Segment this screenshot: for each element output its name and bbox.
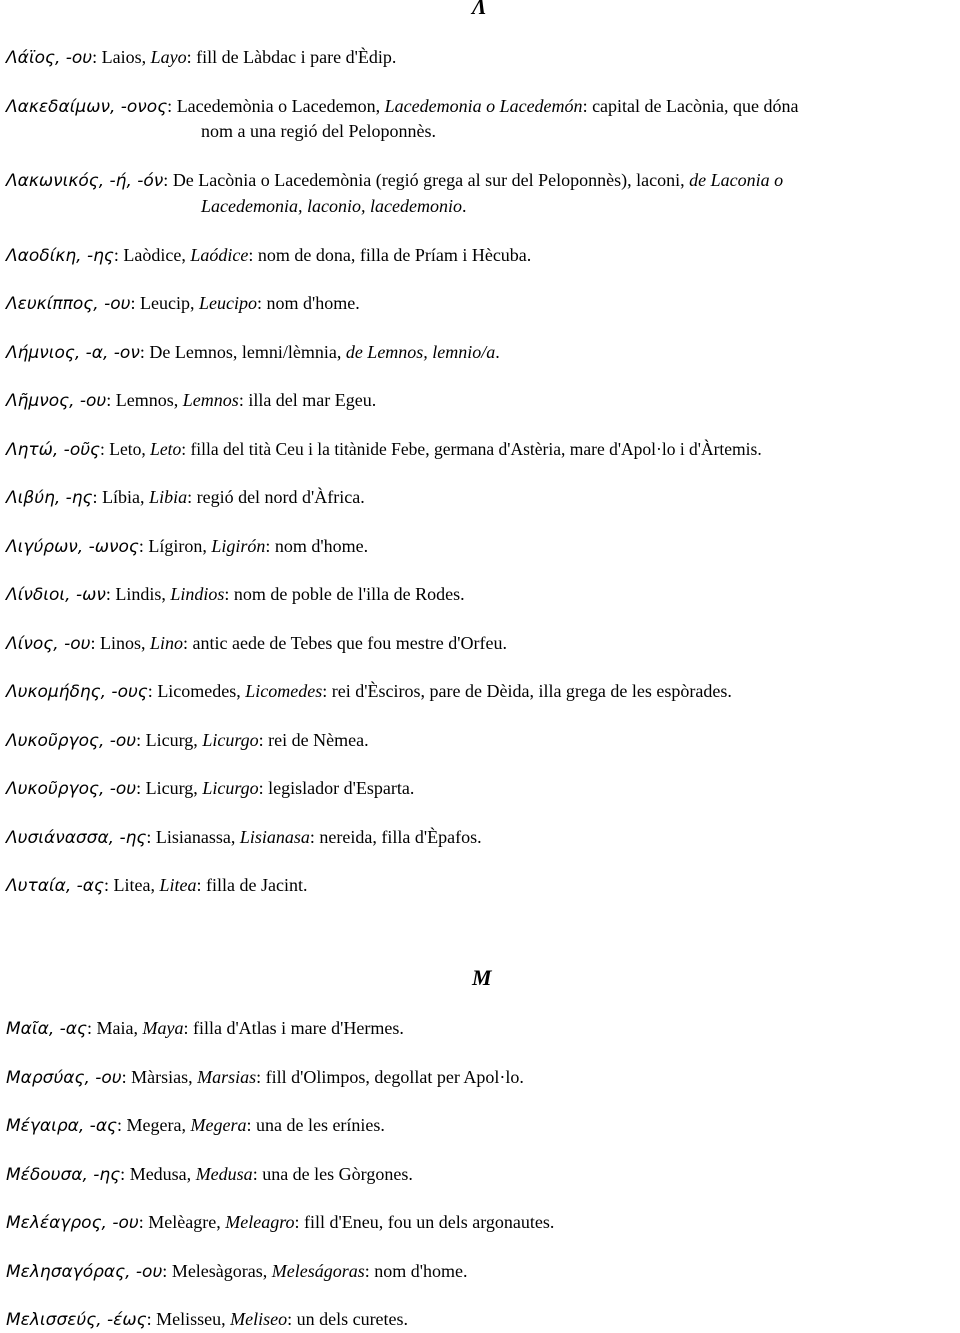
section-letter-m: M <box>472 965 492 990</box>
entry-catalan: Linos, <box>99 633 150 653</box>
entry-catalan: Lemnos, <box>115 390 183 410</box>
entry-lemma: Λαοδίκη, -ης <box>6 246 114 266</box>
entry-lemma: Λυσιάνασσα, -ης <box>6 828 147 848</box>
entry-definition: : fill d'Olimpos, degollat per Apol·lo. <box>256 1067 524 1087</box>
entry: Λυταία, -ας: Litea, Litea: filla de Jacint. <box>6 875 308 896</box>
entry-continuation <box>201 193 956 219</box>
entry-spanish: Leucipo <box>198 293 257 313</box>
entry-lemma: Μελισσεύς, -έως <box>6 1310 147 1330</box>
entry-catalan: De Lemnos, lemni/lèmnia, <box>149 342 346 362</box>
entry-lemma: Λήμνιος, -α, -ον <box>6 343 140 363</box>
entry-catalan: Melèagre, <box>148 1212 226 1232</box>
entry-spanish: Maya <box>142 1018 184 1038</box>
entry: Λῆμνος, -ου: Lemnos, Lemnos: illa del mar Egeu. <box>6 390 377 411</box>
entry: Λυκομήδης, -ους: Licomedes, Licomedes: rei d'Èsciros, pare de Dèida, illa grega de les espòrades. <box>6 681 732 702</box>
entry-spanish: Meleagro <box>225 1212 295 1232</box>
entry: Λητώ, -οῦς: Leto, Leto: filla del tità Ceu i la titànide Febe, germana d'Astèria, mare d'Apol·lo i d'Àrtemis. <box>6 439 762 460</box>
entry-lemma: Λυκοῦργος, -ου <box>6 779 137 799</box>
entry-lemma: Λίνδιοι, -ων <box>6 585 106 605</box>
entry-catalan: Melesàgoras, <box>171 1261 272 1281</box>
entry-spanish: Megera <box>190 1115 247 1135</box>
entry: Μαῖα, -ας: Maia, Maya: filla d'Atlas i mare d'Hermes. <box>6 1018 404 1039</box>
entry: Λακωνικός, -ή, -όν: De Lacònia o Lacedemònia (regió grega al sur del Peloponnès), laconi, de Laconia o <box>6 170 784 191</box>
entry-lemma: Μέγαιρα, -ας <box>6 1116 117 1136</box>
entry-lemma: Λίνος, -ου <box>6 634 91 654</box>
entry-catalan: Màrsias, <box>131 1067 198 1087</box>
entry-spanish: Ligirón <box>211 536 266 556</box>
entry-spanish: Lindios <box>170 584 225 604</box>
entry-spanish: Medusa <box>195 1164 253 1184</box>
entry: Μέδουσα, -ης: Medusa, Medusa: una de les Gòrgones. <box>6 1164 413 1185</box>
entry-lemma: Λιγύρων, -ωνος <box>6 537 139 557</box>
entry: Λίνος, -ου: Linos, Lino: antic aede de Tebes que fou mestre d'Orfeu. <box>6 633 508 654</box>
entry: Λυσιάνασσα, -ης: Lisianassa, Lisianasa: nereida, filla d'Èpafos. <box>6 827 482 848</box>
entry-definition: : una de les Gòrgones. <box>252 1164 413 1184</box>
entry: Λυκοῦργος, -ου: Licurg, Licurgo: rei de Nèmea. <box>6 730 369 751</box>
entry-definition: : antic aede de Tebes que fou mestre d'Orfeu. <box>182 633 508 653</box>
entry-definition-cont: nom a una regió del Peloponnès. <box>201 121 436 141</box>
entry-definition: : rei d'Èsciros, pare de Dèida, illa grega de les espòrades. <box>322 681 732 701</box>
entry-lemma: Λακωνικός, -ή, -όν <box>6 171 164 191</box>
entry-spanish: Lacedemonia o Lacedemón <box>384 96 583 116</box>
entry-catalan: Lisianassa, <box>155 827 240 847</box>
entry-catalan: Megera, <box>126 1115 191 1135</box>
entry-definition: : un dels curetes. <box>287 1309 409 1329</box>
entry-definition: : nom d'home. <box>256 293 360 313</box>
entry-definition: : filla de Jacint. <box>196 875 308 895</box>
entry-definition: : una de les erínies. <box>246 1115 385 1135</box>
entry-catalan: Lindis, <box>115 584 171 604</box>
entry-definition: : illa del mar Egeu. <box>238 390 377 410</box>
entry: Λάϊος, -ου: Laios, Layo: fill de Làbdac i pare d'Èdip. <box>6 47 397 68</box>
entry-catalan: Lacedemònia o Lacedemon, <box>176 96 385 116</box>
entry-definition: : capital de Lacònia, que dóna <box>582 96 799 116</box>
entry-spanish: Lisianasa <box>239 827 310 847</box>
entry: Λίνδιοι, -ων: Lindis, Lindios: nom de poble de l'illa de Rodes. <box>6 584 465 605</box>
entry-catalan: Leto, <box>109 439 151 459</box>
entry-catalan: Maia, <box>96 1018 143 1038</box>
entry-lemma: Μαρσύας, -ου <box>6 1068 122 1088</box>
entry-definition: : nom d'home. <box>265 536 369 556</box>
entry-spanish: Lino <box>149 633 183 653</box>
entry: Λυκοῦργος, -ου: Licurg, Licurgo: legislador d'Esparta. <box>6 778 415 799</box>
entry-spanish: Laódice <box>190 245 249 265</box>
entry-definition: : legislador d'Esparta. <box>258 778 415 798</box>
entry-definition-cont: . <box>461 196 467 216</box>
entry-lemma: Μέδουσα, -ης <box>6 1165 121 1185</box>
entry-definition: : filla d'Atlas i mare d'Hermes. <box>183 1018 404 1038</box>
entry-definition: : nereida, filla d'Èpafos. <box>309 827 482 847</box>
entry-lemma: Λιβύη, -ης <box>6 488 93 508</box>
entry-catalan: Litea, <box>113 875 160 895</box>
entry-lemma: Λακεδαίμων, -ονος <box>6 97 168 117</box>
entry-definition: : rei de Nèmea. <box>258 730 369 750</box>
entry: Μελησαγόρας, -ου: Melesàgoras, Meleságoras: nom d'home. <box>6 1261 468 1282</box>
entry-catalan: Licurg, <box>145 778 203 798</box>
entry-lemma: Λῆμνος, -ου <box>6 391 107 411</box>
entry-lemma: Λευκίππος, -ου <box>6 294 131 314</box>
entry-catalan: Lígiron, <box>148 536 212 556</box>
entry-lemma: Λυκομήδης, -ους <box>6 682 148 702</box>
entry-catalan: Laòdice, <box>123 245 191 265</box>
section-letter-lambda: Λ <box>472 0 487 19</box>
entry-definition: : nom d'home. <box>364 1261 468 1281</box>
entry-spanish: Marsias <box>197 1067 257 1087</box>
entry-catalan: Licurg, <box>145 730 203 750</box>
entry-lemma: Λητώ, -οῦς <box>6 440 101 460</box>
entry: Λαοδίκη, -ης: Laòdice, Laódice: nom de dona, filla de Príam i Hècuba. <box>6 245 532 266</box>
entry-definition: : fill d'Eneu, fou un dels argonautes. <box>294 1212 555 1232</box>
entry-definition: : nom de dona, filla de Príam i Hècuba. <box>248 245 532 265</box>
entry-lemma: Μαῖα, -ας <box>6 1019 87 1039</box>
entry-definition: . <box>495 342 500 362</box>
entry: Λακεδαίμων, -ονος: Lacedemònia o Lacedemon, Lacedemonia o Lacedemón: capital de Lacònia, que dóna <box>6 96 799 117</box>
entry: Μέγαιρα, -ας: Megera, Megera: una de les erínies. <box>6 1115 385 1136</box>
entry-lemma: Μελέαγρος, -ου <box>6 1213 139 1233</box>
entry-definition: : regió del nord d'Àfrica. <box>187 487 365 507</box>
entry-definition: : fill de Làbdac i pare d'Èdip. <box>186 47 397 67</box>
entry-catalan: De Lacònia o Lacedemònia (regió grega al sur del Peloponnès), laconi, <box>172 170 690 190</box>
entry-spanish: Meliseo <box>230 1309 288 1329</box>
entry-catalan: Líbia, <box>102 487 150 507</box>
entry: Λιγύρων, -ωνος: Lígiron, Ligirón: nom d'home. <box>6 536 369 557</box>
entry-spanish: Leto <box>150 439 182 459</box>
entry: Λήμνιος, -α, -ον: De Lemnos, lemni/lèmnia, de Lemnos, lemnio/a. <box>6 342 500 363</box>
entry-spanish: de Lemnos, lemnio/a <box>345 342 496 362</box>
entry-catalan: Licomedes, <box>157 681 246 701</box>
entry-spanish: Layo <box>150 47 187 67</box>
entry: Μαρσύας, -ου: Màrsias, Marsias: fill d'Olimpos, degollat per Apol·lo. <box>6 1067 524 1088</box>
entry-lemma: Λάϊος, -ου <box>6 48 93 68</box>
entry-spanish: Meleságoras <box>271 1261 365 1281</box>
entry-catalan: Melisseu, <box>156 1309 231 1329</box>
entry-lemma: Λυταία, -ας <box>6 876 104 896</box>
entry-definition: : filla del tità Ceu i la titànide Febe, germana d'Astèria, mare d'Apol·lo i d'Àrtemis. <box>181 439 762 459</box>
entry-spanish: de Laconia o <box>689 170 784 190</box>
entry-catalan: Medusa, <box>129 1164 196 1184</box>
entry-spanish: Libia <box>149 487 188 507</box>
entry-spanish: Licomedes <box>245 681 323 701</box>
entry-spanish: Lemnos <box>182 390 239 410</box>
entry-catalan: Laios, <box>101 47 151 67</box>
entry-lemma: Μελησαγόρας, -ου <box>6 1262 163 1282</box>
entry-spanish: Licurgo <box>202 778 259 798</box>
entry: Λευκίππος, -ου: Leucip, Leucipo: nom d'home. <box>6 293 360 314</box>
entry-catalan: Leucip, <box>139 293 199 313</box>
entry-definition: : nom de poble de l'illa de Rodes. <box>224 584 465 604</box>
entry: Λιβύη, -ης: Líbia, Libia: regió del nord d'Àfrica. <box>6 487 365 508</box>
entry: Μελισσεύς, -έως: Melisseu, Meliseo: un dels curetes. <box>6 1309 409 1330</box>
entry-lemma: Λυκοῦργος, -ου <box>6 731 137 751</box>
entry-spanish-cont: Lacedemonia, laconio, lacedemonio <box>201 196 462 216</box>
entry-spanish: Litea <box>159 875 197 895</box>
entry-spanish: Licurgo <box>202 730 259 750</box>
entry: Μελέαγρος, -ου: Melèagre, Meleagro: fill d'Eneu, fou un dels argonautes. <box>6 1212 555 1233</box>
entry-continuation <box>201 118 956 144</box>
